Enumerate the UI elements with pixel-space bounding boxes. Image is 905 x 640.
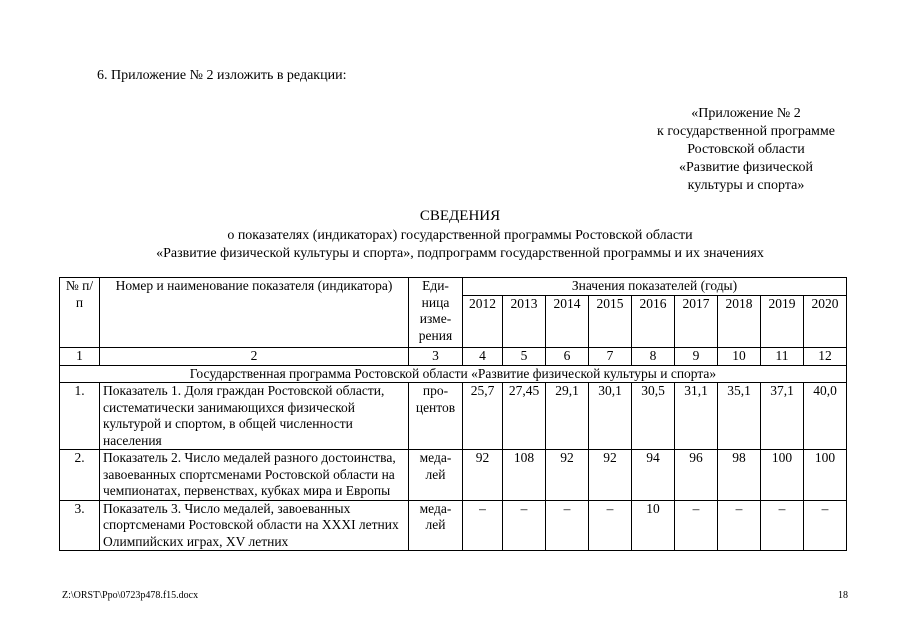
row-value: 31,1 bbox=[675, 383, 718, 450]
row-value: 92 bbox=[463, 450, 503, 501]
row-name: Показатель 2. Число медалей разного достоинства, завоеванных спортсменами Ростовской области на чемпионатах, первенствах, кубках мира и Европы bbox=[100, 450, 409, 501]
column-number: 6 bbox=[546, 348, 589, 366]
row-num: 1. bbox=[60, 383, 100, 450]
section-title: Государственная программа Ростовской области «Развитие физической культуры и спорта» bbox=[60, 365, 847, 383]
column-number: 10 bbox=[718, 348, 761, 366]
appendix-line: «Развитие физической bbox=[679, 160, 813, 175]
row-value: – bbox=[675, 500, 718, 551]
row-value: – bbox=[718, 500, 761, 551]
row-value: 92 bbox=[546, 450, 589, 501]
document-subtitle-line2: «Развитие физической культуры и спорта», подпрограмм государственной программы и их значениях bbox=[156, 246, 764, 261]
column-number: 7 bbox=[589, 348, 632, 366]
header-year: 2012 bbox=[463, 296, 503, 348]
row-value: 30,5 bbox=[632, 383, 675, 450]
row-value: 37,1 bbox=[761, 383, 804, 450]
header-values-group: Значения показателей (годы) bbox=[463, 278, 847, 296]
row-name: Показатель 1. Доля граждан Ростовской области, систематически занимающихся физической культурой и спортом, в общей численности населения bbox=[100, 383, 409, 450]
indicators-table bbox=[59, 277, 847, 551]
row-value: 100 bbox=[761, 450, 804, 501]
column-number: 1 bbox=[60, 348, 100, 366]
column-number: 11 bbox=[761, 348, 804, 366]
appendix-line: к государственной программе bbox=[657, 124, 835, 139]
row-value: 94 bbox=[632, 450, 675, 501]
header-year: 2013 bbox=[503, 296, 546, 348]
header-year: 2020 bbox=[804, 296, 847, 348]
row-value: 30,1 bbox=[589, 383, 632, 450]
header-name: Номер и наименование показателя (индикатора) bbox=[100, 278, 409, 348]
row-value: 27,45 bbox=[503, 383, 546, 450]
row-value: 98 bbox=[718, 450, 761, 501]
column-number: 4 bbox=[463, 348, 503, 366]
table-row bbox=[60, 500, 847, 551]
row-value: 108 bbox=[503, 450, 546, 501]
section-row bbox=[60, 365, 847, 383]
appendix-line: Ростовской области bbox=[687, 142, 805, 157]
column-number: 5 bbox=[503, 348, 546, 366]
row-value: 96 bbox=[675, 450, 718, 501]
document-subtitle-line1: о показателях (индикаторах) государственной программы Ростовской области bbox=[227, 228, 693, 243]
column-number: 12 bbox=[804, 348, 847, 366]
footer-file-path: Z:\ORST\Ppo\0723p478.f15.docx bbox=[62, 590, 199, 601]
header-year: 2016 bbox=[632, 296, 675, 348]
row-value: – bbox=[463, 500, 503, 551]
row-unit: меда-лей bbox=[409, 500, 463, 551]
row-unit: меда-лей bbox=[409, 450, 463, 501]
row-value: 25,7 bbox=[463, 383, 503, 450]
row-num: 3. bbox=[60, 500, 100, 551]
header-unit: Еди-ница изме-рения bbox=[409, 278, 463, 348]
appendix-header bbox=[636, 105, 856, 195]
row-value: 100 bbox=[804, 450, 847, 501]
appendix-line: культуры и спорта» bbox=[687, 178, 805, 193]
column-number: 3 bbox=[409, 348, 463, 366]
row-num: 2. bbox=[60, 450, 100, 501]
header-num: № п/п bbox=[60, 278, 100, 348]
row-value: 29,1 bbox=[546, 383, 589, 450]
row-value: 35,1 bbox=[718, 383, 761, 450]
column-number: 2 bbox=[100, 348, 409, 366]
column-number-row bbox=[60, 348, 847, 366]
row-value: – bbox=[804, 500, 847, 551]
row-value: 10 bbox=[632, 500, 675, 551]
appendix-line: «Приложение № 2 bbox=[691, 106, 801, 121]
table-row bbox=[60, 450, 847, 501]
row-unit: про-центов bbox=[409, 383, 463, 450]
document-title: СВЕДЕНИЯ bbox=[419, 208, 501, 224]
intro-text: 6. Приложение № 2 изложить в редакции: bbox=[97, 68, 347, 83]
header-year: 2014 bbox=[546, 296, 589, 348]
header-year: 2019 bbox=[761, 296, 804, 348]
row-value: 40,0 bbox=[804, 383, 847, 450]
header-year: 2017 bbox=[675, 296, 718, 348]
row-value: – bbox=[761, 500, 804, 551]
header-year: 2015 bbox=[589, 296, 632, 348]
column-number: 9 bbox=[675, 348, 718, 366]
row-value: – bbox=[546, 500, 589, 551]
row-name: Показатель 3. Число медалей, завоеванных спортсменами Ростовской области на XXXI летних Олимпийских играх, XV летних bbox=[100, 500, 409, 551]
header-year: 2018 bbox=[718, 296, 761, 348]
row-value: – bbox=[589, 500, 632, 551]
column-number: 8 bbox=[632, 348, 675, 366]
row-value: 92 bbox=[589, 450, 632, 501]
table-row bbox=[60, 383, 847, 450]
footer-page-number: 18 bbox=[838, 590, 848, 601]
row-value: – bbox=[503, 500, 546, 551]
